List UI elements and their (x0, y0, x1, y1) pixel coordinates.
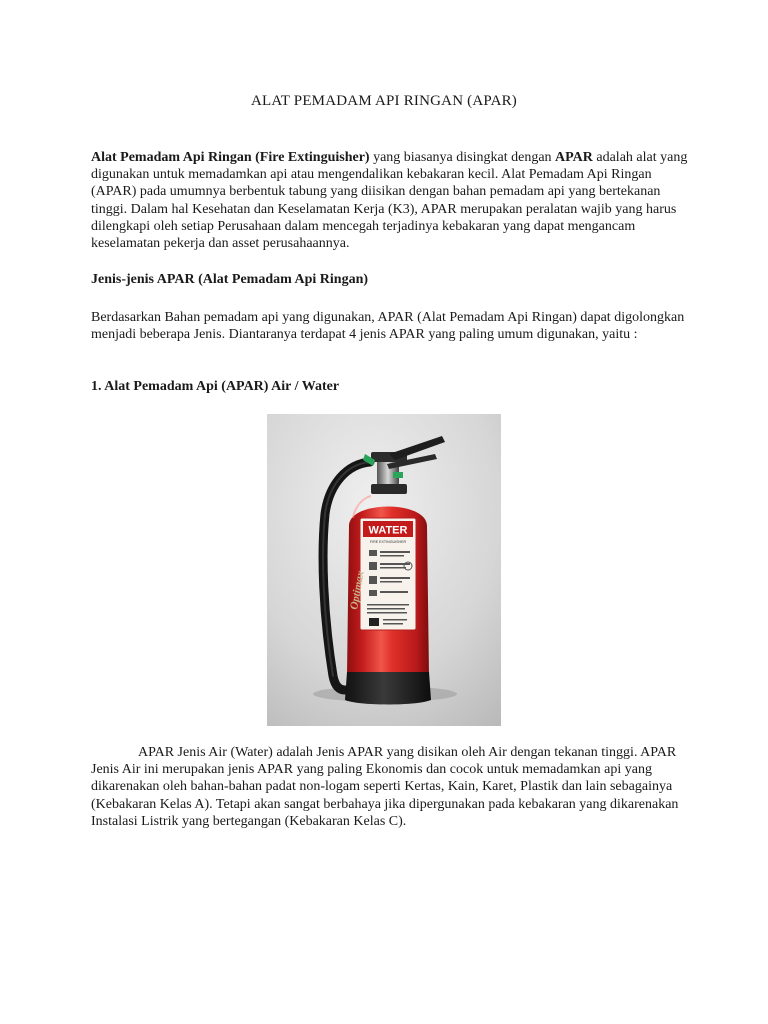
intro-paragraph (91, 149, 691, 252)
extinguisher-label-sub: FIRE EXTINGUISHER (369, 540, 407, 544)
section-heading: Jenis-jenis APAR (Alat Pemadam Api Ringan) (91, 272, 369, 287)
section-paragraph: Berdasarkan Bahan pemadam api yang digunakan, APAR (Alat Pemadam Api Ringan) dapat digolongkan menjadi beberapa Jenis. Diantaranya terdapat 4 jenis APAR yang paling umum digunakan, yaitu : (91, 310, 685, 343)
document-title: ALAT PEMADAM API RINGAN (APAR) (250, 93, 518, 109)
fire-extinguisher-icon (267, 414, 501, 726)
extinguisher-brand: Optimax (348, 569, 367, 611)
water-extinguisher-photo (267, 414, 501, 726)
intro-text-a: yang biasanya disingkat dengan (369, 150, 556, 165)
water-paragraph: APAR Jenis Air (Water) adalah Jenis APAR yang disikan oleh Air dengan tekanan tinggi. APAR Jenis Air ini merupakan jenis APAR yang paling Ekonomis dan cocok untuk memadamkan api yang dikarenakan oleh bahan-bahan padat non-logam seperti Kertas, Kain, Karet, Plastik dan lain sebagainya (Kebakaran Kelas A). Tetapi akan sangat berbahaya jika dipergunakan pada kebakaran yang dikarenakan Instalasi Listrik yang bertegangan (Kebakaran Kelas C). (91, 745, 679, 829)
sub-heading-water: 1. Alat Pemadam Api (APAR) Air / Water (91, 379, 340, 394)
intro-term: Alat Pemadam Api Ringan (Fire Extinguisher) (91, 150, 370, 165)
extinguisher-label-main: WATER (368, 524, 408, 537)
intro-abbr: APAR (555, 150, 593, 165)
intro-text-b: adalah alat yang digunakan untuk memadamkan api atau mengendalikan kebakaran kecil. Alat Pemadam Api Ringan (APAR) pada umumnya berbentuk tabung yang diisikan dengan bahan pemadam api yang bertekanan tinggi. Dalam hal Kesehatan dan Keselamatan Kerja (K3), APAR merupakan peralatan wajib yang harus dilengkapi oleh setiap Perusahaan dalam mencegah terjadinya kebakaran yang dapat mengancam keselamatan pekerja dan asset perusahaannya. (91, 150, 688, 252)
